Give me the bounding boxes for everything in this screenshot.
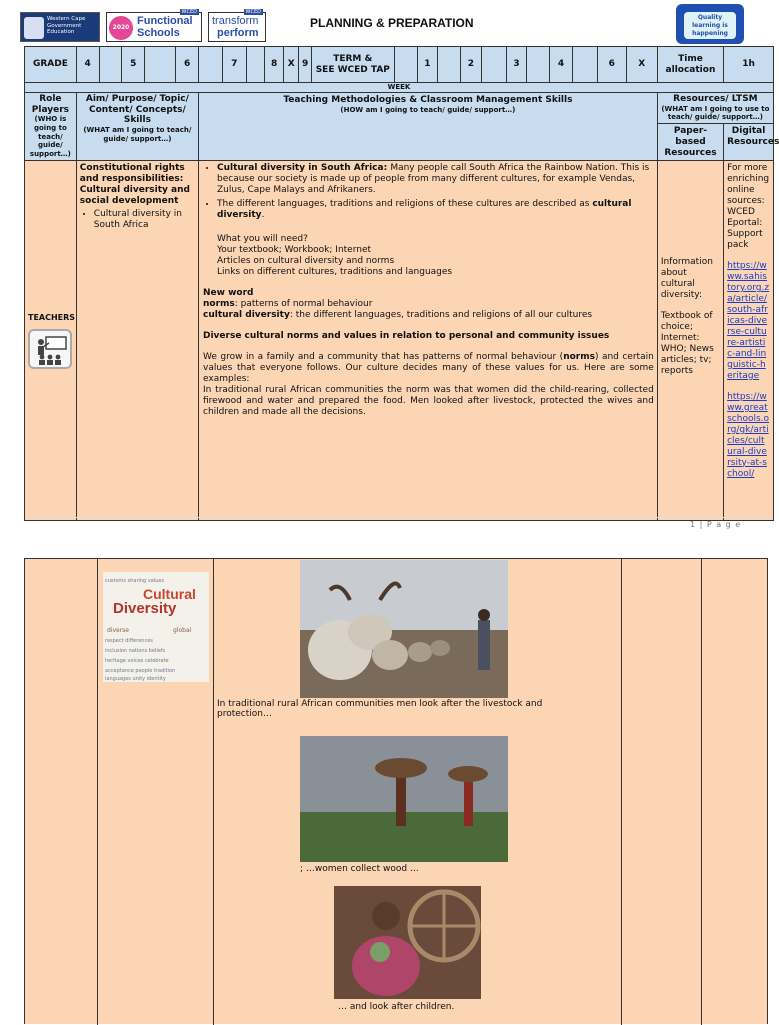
svg-text:diverse: diverse [107,627,130,634]
term-cell [527,47,550,83]
fs-line1: Functional [137,15,193,27]
presentation-icon [28,329,72,369]
role-header-title: Role Players [31,93,70,115]
paper-resource-1: Information about cultural diversity: [660,257,713,301]
grade-cell: 8 [265,47,284,83]
time-label: Time allocation [657,47,723,83]
p1-b: ) and certain values that everyone follows. Our culture decides many of these values for us. Here are some examples: [203,352,654,384]
page-number: 1 | P a g e [690,520,742,529]
grade-cell: 5 [122,47,145,83]
wordcloud-cultural: Cultural [143,586,196,602]
digital-cell [724,161,774,521]
tp-line1: transform [212,15,259,27]
cd-term: cultural diversity [203,310,290,321]
method-bullet-2 [217,199,654,221]
grade-cell: 9 [299,47,311,83]
needs-list [203,234,654,278]
grade-cell [199,47,223,83]
norms-def: : patterns of normal behaviour [234,299,373,310]
crest-icon [24,17,44,39]
content-row [25,161,774,521]
svg-text:languages unity identity: languages unity identity [105,676,166,682]
svg-text:heritage voices celebrate: heritage voices celebrate [105,658,169,664]
role-header [25,92,77,161]
year-badge: 2020 [109,16,133,40]
role-cell [25,161,77,521]
women-wood-photo [300,736,508,862]
method-header [199,92,658,161]
aim-header [76,92,198,161]
tp-line2: perform [217,27,259,39]
aim-cell [76,161,198,521]
method-header-title: Teaching Methodologies & Classroom Management Skills [283,94,573,105]
term-cell: X [626,47,657,83]
week-label: WEEK [25,83,774,93]
caption-livestock: In traditional rural African communities men look after the livestock and protection… [217,699,543,719]
children-photo [334,886,481,999]
grade-cell [246,47,265,83]
grade-cell [99,47,122,83]
norms-definition [203,299,654,310]
traditional-paragraph: In traditional rural African communities the norm was that women did the child-rearing, collected firewood and water and prepared the food. Men looked after livestock, protected the wives and children and made all the decisions. [203,384,654,417]
norms-term: norms [203,299,235,310]
grade-cell: 6 [176,47,199,83]
paper-header: Paper-based Resources [657,123,723,161]
aim-header-title: Aim/ Purpose/ Topic/ Content/ Concepts/ Skills [85,93,189,126]
planning-table [24,46,779,521]
grade-cell [145,47,176,83]
page-footer-line [30,517,768,518]
time-value: 1h [724,47,774,83]
cd-definition [203,310,654,321]
svg-text:respect differences: respect differences [105,638,153,644]
caption-children: … and look after children. [338,1002,455,1012]
digital-intro: For more enriching online sources: WCED Eportal: Support pack [727,163,770,251]
term-label: TERM & SEE WCED TAP [311,47,394,83]
needs-title: What you will need? [217,234,308,245]
paper-resource-2: Textbook of choice; Internet: WHO; News articles; tv; reports [660,311,714,377]
fs-line2: Schools [137,27,180,39]
new-word-title: New word [203,288,254,299]
method-bullet-1-text: Many people call South Africa the Rainbow Nation. This is because our society is made up of people from many different cultures, for example Vendas, Zulus, Cape Malays and Afrikaners. [217,163,650,196]
header-logos [20,6,260,42]
western-cape-government-logo [20,12,100,42]
transform-perform-logo [208,9,266,42]
term-cell [481,47,506,83]
grade-cell: 4 [76,47,99,83]
term-cell: 3 [506,47,527,83]
qlf-text: Quality learning is happening [684,12,736,39]
grade-cell: 7 [222,47,246,83]
aim-title: Constitutional rights and responsibilities: Cultural diversity and social development [79,163,190,207]
functional-schools-logo [106,9,202,42]
svg-text:acceptance people tradition: acceptance people tradition [105,668,176,674]
method-cell [199,161,658,521]
method-bullet-1 [217,163,654,196]
role-header-sub: (WHO is going to teach/ guide/ support…) [29,115,71,158]
method-bullet-2-bold: cultural diversity [217,199,632,221]
term-cell: 6 [597,47,626,83]
greatschools-link[interactable]: https://www.greatschools.org/gk/articles/cultural-diversity-at-school/ [727,391,770,479]
method-header-sub: (HOW am I going to teach/ guide/ support…) [340,105,516,114]
need-item: Your textbook; Workbook; Internet [217,245,372,256]
resources-header [657,92,773,123]
term-cell [438,47,461,83]
quality-learning-logo [676,4,744,44]
page-title: PLANNING & PREPARATION [310,16,474,30]
wcg-logo-text: Western Cape Government Education [47,16,86,36]
term-cell: 4 [550,47,573,83]
teachers-label: TEACHERS [28,313,76,323]
norms-paragraph [203,352,654,385]
term-cell [572,47,597,83]
svg-text:global: global [173,627,192,634]
cattle-photo [300,560,508,698]
method-bullet-2-end: . [261,210,265,221]
caption-wood: ; …women collect wood … [300,864,419,874]
fs-tag: WCED [181,9,197,15]
resources-header-sub: (WHAT am I going to use to teach/ guide/ support…) [661,104,770,122]
grade-cell: X [283,47,299,83]
tp-tag: WCED [245,9,261,15]
grade-row [25,47,774,83]
svg-text:customs sharing values: customs sharing values [105,578,165,584]
need-item: Links on different cultures, traditions and languages [217,267,453,278]
need-item: Articles on cultural diversity and norms [217,256,395,267]
svg-text:inclusion nations beliefs: inclusion nations beliefs [105,648,166,654]
term-cell: 1 [417,47,438,83]
grade-label: GRADE [25,47,77,83]
p1-a: We grow in a family and a community that has patterns of normal behaviour ( [203,352,564,363]
method-bullet-2-text: The different languages, traditions and religions of these cultures are described as [217,199,593,210]
p1-bold: norms [563,352,595,363]
sahistory-link[interactable]: https://www.sahistory.org.za/article/south-africas-diverse-culture-artistic-and-linguistic-heritage [727,261,770,381]
cd-def: : the different languages, traditions and religions of all our cultures [289,310,593,321]
resources-header-title: Resources/ LTSM [673,93,758,104]
term-cell: 2 [461,47,482,83]
cultural-diversity-wordcloud [103,572,209,682]
digital-header: Digital Resources [724,123,774,161]
term-cell [394,47,417,83]
method-bullet-1-title: Cultural diversity in South Africa: [217,163,391,174]
wordcloud-diversity: Diversity [113,600,177,617]
column-header-row [25,92,774,123]
aim-bullet: • Cultural diversity in South Africa [94,209,195,231]
week-row [25,83,774,93]
aim-header-sub: (WHAT am I going to teach/ guide/ support…) [83,126,192,143]
paper-cell [657,161,723,521]
diverse-title: Diverse cultural norms and values in relation to personal and community issues [203,331,610,342]
